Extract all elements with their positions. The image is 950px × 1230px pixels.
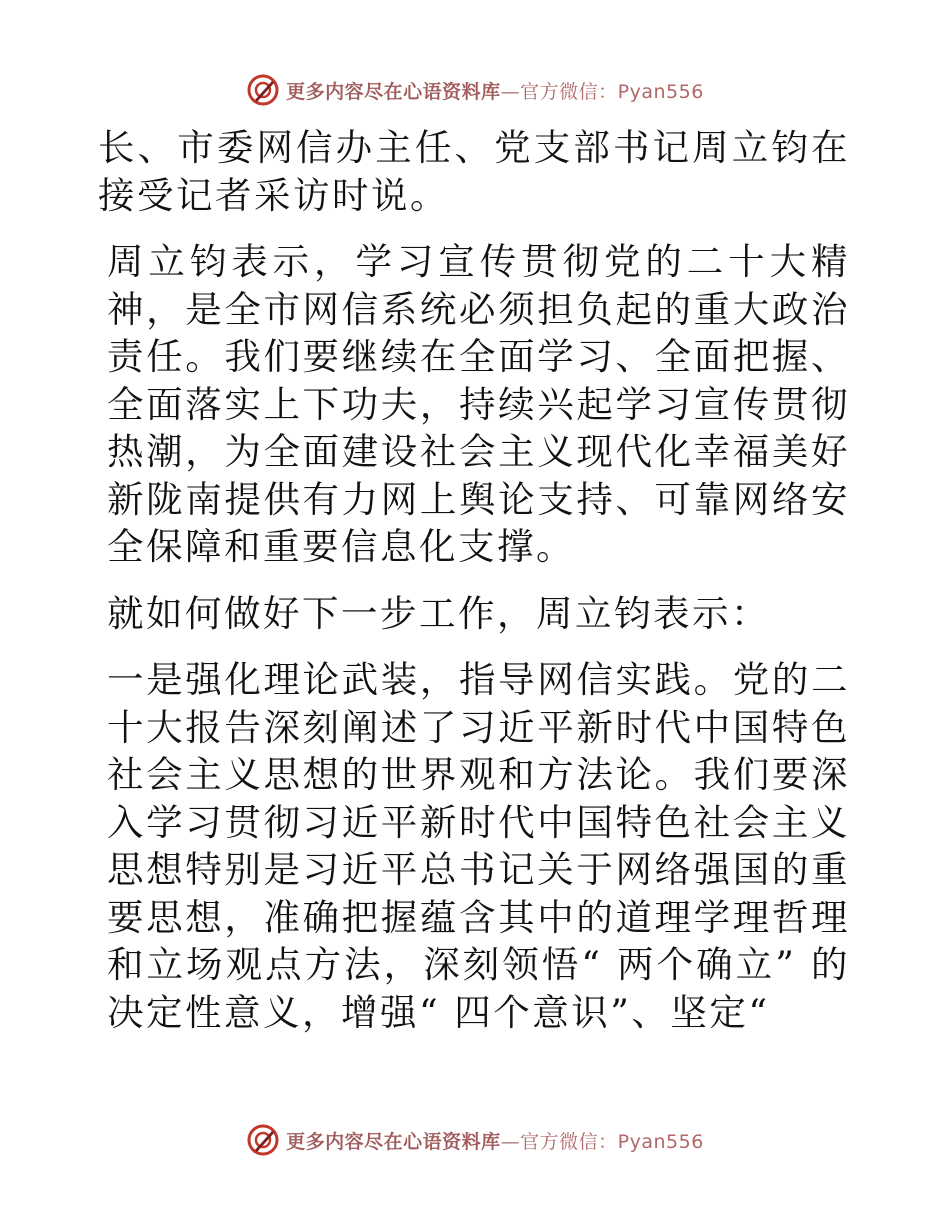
watermark-text — [286, 77, 704, 104]
watermark-dash: — — [500, 1130, 521, 1153]
paragraph-4: 一是强化理论武装，指导网信实践。党的二十大报告深刻阐述了习近平新时代中国特色社会主义思想的世界观和方法论。我们要深入学习贯彻习近平新时代中国特色社会主义思想特别是习近平总书记关于网络强国的重要思想，准确把握蕴含其中的道理学理哲理和立场观点方法，深刻领悟“ 两个确立” 的决定性意义，增强“ 四个意识”、坚定“ — [107, 658, 850, 1034]
paragraph-3: 就如何做好下一步工作，周立钧表示： — [107, 591, 770, 635]
watermark-contact: 官方微信：Pyan556 — [520, 80, 704, 103]
brand-logo-icon — [246, 1123, 280, 1157]
watermark-text — [286, 1127, 704, 1154]
brand-logo-icon — [246, 73, 280, 107]
watermark-dash: — — [500, 80, 521, 103]
paragraph-2: 周立钧表示，学习宣传贯彻党的二十大精神，是全市网信系统必须担负起的重大政治责任。我们要继续在全面学习、全面把握、全面落实上下功夫，持续兴起学习宣传贯彻热潮，为全面建设社会主义现代化幸福美好新陇南提供有力网上舆论支持、可靠网络安全保障和重要信息化支撑。 — [107, 240, 850, 568]
watermark-contact: 官方微信：Pyan556 — [520, 1130, 704, 1153]
watermark-footer — [0, 1122, 950, 1158]
watermark-brand: 更多内容尽在心语资料库 — [286, 1130, 501, 1153]
watermark-header — [0, 72, 950, 108]
document-body — [98, 124, 850, 1055]
paragraph-1: 长、市委网信办主任、党支部书记周立钧在接受记者采访时说。 — [98, 126, 850, 217]
watermark-brand: 更多内容尽在心语资料库 — [286, 80, 501, 103]
